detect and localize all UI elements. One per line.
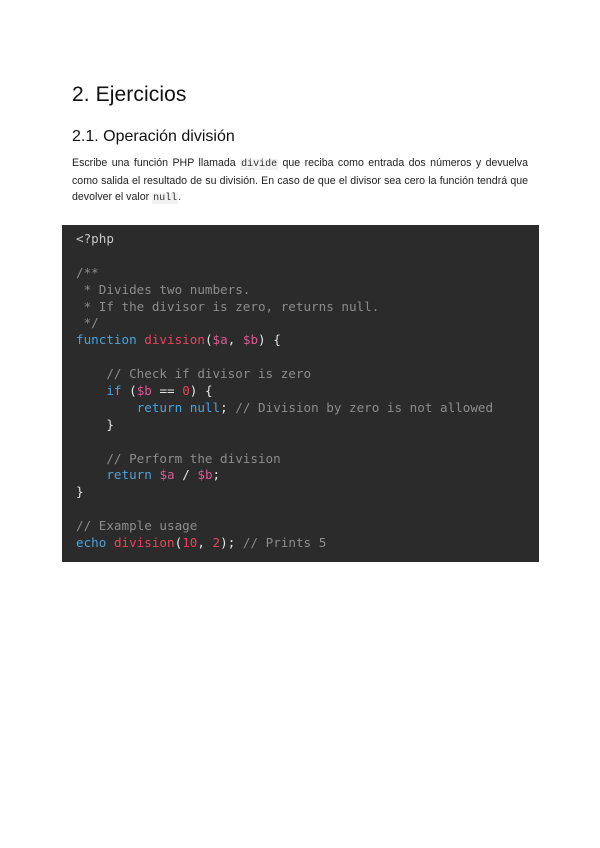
code-token: return: [106, 467, 152, 483]
code-token: 0: [182, 383, 190, 399]
code-token: // Perform the division: [76, 450, 281, 466]
code-token: [76, 383, 106, 398]
code-token: [76, 467, 106, 482]
code-token: $a: [212, 332, 228, 348]
code-line: [76, 299, 539, 316]
code-line: [76, 467, 539, 484]
code-token: }: [76, 484, 84, 500]
code-token: /: [174, 467, 198, 483]
code-token: * If the divisor is zero, returns null.: [76, 298, 380, 314]
code-token: $b: [197, 467, 213, 483]
code-line: [76, 248, 539, 265]
code-token: (: [121, 383, 137, 399]
code-token: 2: [212, 535, 221, 551]
code-token: if: [106, 383, 122, 399]
code-token: $a: [159, 467, 175, 483]
code-token: $b: [242, 332, 259, 348]
code-token: $b: [136, 383, 152, 399]
code-block: [62, 225, 539, 562]
code-token: );: [220, 535, 243, 551]
code-token: [76, 400, 137, 415]
code-line: [76, 315, 539, 332]
code-listing: [76, 231, 539, 552]
code-token: ==: [151, 383, 183, 399]
code-token: * Divides two numbers.: [76, 281, 251, 297]
code-line: [76, 349, 539, 366]
code-token: ;: [212, 467, 221, 483]
code-token: // Division by zero is not allowed: [235, 399, 494, 415]
code-token: null: [189, 399, 221, 415]
code-token: division: [144, 332, 205, 348]
paragraph-text-3: .: [178, 191, 182, 203]
code-line: [76, 366, 539, 383]
code-line: [76, 484, 539, 501]
code-token: division: [113, 535, 175, 551]
code-token: */: [76, 315, 99, 331]
code-line: [76, 451, 539, 468]
code-token: ,: [197, 535, 213, 551]
inline-code-null: null: [153, 193, 178, 204]
code-token: function: [76, 332, 137, 348]
code-line: [76, 231, 539, 248]
inline-code-divide: divide: [241, 159, 278, 170]
code-token: ) {: [189, 383, 213, 399]
code-line: [76, 400, 539, 417]
code-token: echo: [76, 535, 107, 551]
code-token: return: [136, 399, 183, 415]
paragraph-text-1: Escribe una función PHP llamada: [72, 157, 241, 169]
paragraph-text-2: que reciba como entrada dos números y devuelva como salida el resultado de su división. En caso de que el divisor sea cero la función tendrá que devolver el valor: [72, 157, 528, 203]
code-token: /**: [76, 264, 99, 280]
code-token: // Example usage: [76, 518, 198, 534]
code-token: ) {: [258, 332, 281, 348]
code-token: ,: [227, 332, 243, 348]
code-line: [76, 383, 539, 400]
code-token: ;: [220, 399, 236, 415]
code-token: // Check if divisor is zero: [76, 366, 312, 382]
code-line: [76, 282, 539, 299]
code-line: [76, 417, 539, 434]
code-token: // Prints 5: [242, 535, 327, 551]
section-heading: 2. Ejercicios: [72, 83, 187, 106]
subsection-heading: 2.1. Operación división: [72, 128, 235, 145]
exercise-paragraph: [72, 155, 528, 207]
code-token: <?php: [76, 231, 114, 246]
code-line: [76, 332, 539, 349]
code-token: 10: [182, 535, 198, 551]
code-token: [182, 400, 190, 415]
code-line: [76, 518, 539, 535]
code-token: (: [174, 535, 183, 551]
code-token: }: [76, 416, 114, 432]
code-line: [76, 501, 539, 518]
code-token: [106, 535, 114, 550]
code-token: (: [204, 332, 213, 348]
code-line: [76, 434, 539, 451]
code-line: [76, 265, 539, 282]
code-line: [76, 535, 539, 552]
